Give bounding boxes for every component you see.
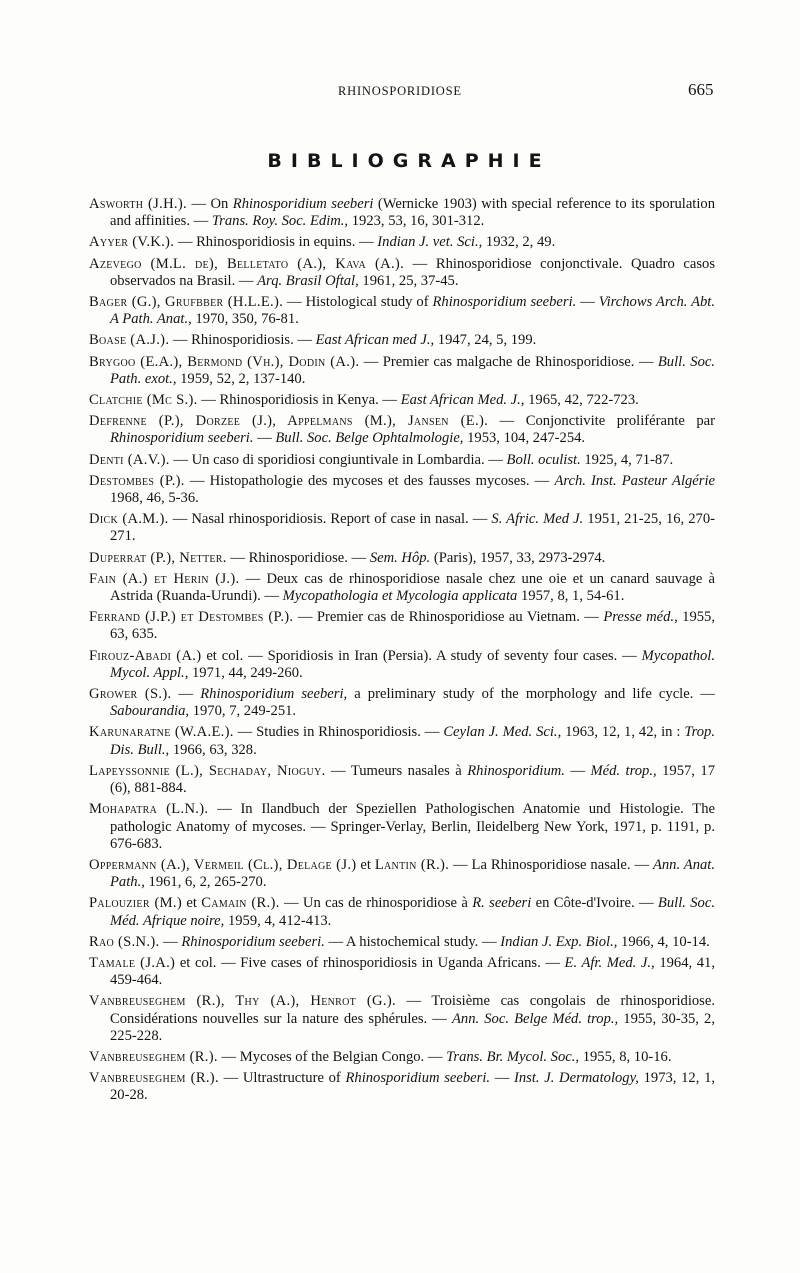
- entry-text: a preliminary study of the morphology and life cycle. —: [347, 686, 716, 703]
- entry-text: (Paris), 1957, 33, 2973-2974.: [430, 549, 606, 566]
- entry-italic-text: Indian J. vet. Sci.,: [377, 234, 483, 251]
- bibliography-entry: [89, 801, 715, 853]
- entry-italic-text: East African Med. J.,: [400, 392, 525, 409]
- entry-italic-text: Boll. oculist.: [506, 451, 581, 468]
- bibliography-entry: [89, 511, 715, 545]
- bibliography-entry: [89, 332, 715, 349]
- entry-text: — Un cas de rhinosporidiose à: [279, 895, 473, 912]
- entry-italic-text: Mycopathologia et Mycologia applicata: [282, 588, 518, 605]
- entry-italic-text: Mycopathol. Mycol. Appl.,: [110, 647, 716, 681]
- entry-italic-text: Méd. trop.,: [590, 762, 657, 779]
- entry-text: — Nasal rhinosporidiosis. Report of case in nasal. —: [168, 511, 492, 528]
- entry-authors: Ferrand (J.P.) et Destombes (P.).: [89, 609, 294, 626]
- bibliography-entry: [89, 1049, 715, 1066]
- entry-authors: Tamale (J.A.): [89, 954, 176, 971]
- entry-text: et: [182, 895, 202, 912]
- bibliography-entry: [89, 1070, 715, 1104]
- entry-text: 1959, 4, 412-413.: [224, 912, 332, 929]
- entry-text: — Rhinosporidiose conjonctivale. Quadro casos observados na Brasil. —: [110, 255, 715, 289]
- entry-authors: Dick (A.M.).: [89, 511, 169, 528]
- entry-text: — In Ilandbuch der Speziellen Pathologischen Anatomie und Histologie. The pathologic Anatomy of mycoses. — Springer-Verlay, Berlin, Ileidelberg New York, 1971, p. 1191, p. 676-683.: [110, 801, 715, 852]
- entry-text: —: [159, 933, 182, 950]
- entry-italic-text: Virchows Arch. Abt. A Path. Anat.,: [110, 294, 715, 328]
- entry-text: — Tumeurs nasales à: [325, 762, 468, 779]
- running-title: RHINOSPORIDIOSE: [338, 84, 462, 98]
- bibliography-entry: [89, 857, 715, 891]
- entry-authors: Camain (R.).: [201, 895, 280, 912]
- entry-text: et col. — Five cases of rhinosporidiosis in Uganda Africans. —: [175, 954, 565, 971]
- entry-italic-text: Rhinosporidium seeberi,: [200, 686, 348, 703]
- entry-italic-text: Inst. J. Dermatology,: [514, 1070, 639, 1087]
- entry-text: — Rhinosporidiosis. —: [169, 332, 316, 349]
- bibliography-list: [89, 196, 715, 1109]
- entry-text: 1961, 6, 2, 265-270.: [144, 874, 267, 891]
- entry-text: — Rhinosporidiosis in Kenya. —: [197, 392, 401, 409]
- entry-text: 1923, 53, 16, 301-312.: [348, 213, 485, 230]
- entry-italic-text: Sabourandia,: [110, 703, 190, 720]
- entry-text: 1957, 8, 1, 54-61.: [517, 588, 625, 605]
- entry-text: 1957, 17 (6), 881-884.: [110, 762, 716, 797]
- bibliography-entry: [89, 955, 715, 989]
- page-number: 665: [688, 80, 714, 99]
- entry-text: — Troisième cas congolais de rhinosporidiose. Considérations nouvelles sur la nature des sphérules. —: [110, 993, 715, 1027]
- entry-text: 1970, 350, 76-81.: [191, 311, 299, 328]
- entry-italic-text: Bull. Soc. Path. exot.,: [110, 353, 716, 387]
- entry-text: 1955, 8, 10-16.: [579, 1048, 672, 1065]
- entry-authors: Vanbreuseghem (R.).: [89, 1048, 218, 1065]
- entry-text: 1925, 4, 71-87.: [580, 451, 674, 468]
- entry-text: —: [253, 430, 276, 447]
- entry-italic-text: Arch. Inst. Pasteur Algérie: [554, 472, 715, 489]
- entry-italic-text: Bull. Soc. Méd. Afrique noire,: [110, 895, 715, 929]
- bibliography-entry: [89, 196, 715, 230]
- bibliography-entry: [89, 609, 715, 643]
- entry-text: —: [490, 1070, 515, 1087]
- entry-authors: Lantin (R.).: [374, 856, 450, 873]
- section-title: BIBLIOGRAPHIE: [267, 150, 551, 172]
- bibliography-entry: [89, 895, 715, 929]
- entry-authors: Fain (A.) et Herin (J.).: [89, 570, 240, 587]
- entry-authors: Karunaratne (W.A.E.).: [89, 724, 234, 741]
- entry-text: 1951, 21-25, 16, 270-271.: [110, 511, 716, 545]
- entry-text: 1953, 104, 247-254.: [463, 430, 586, 447]
- entry-text: 1971, 44, 249-260.: [188, 664, 303, 681]
- entry-text: 1961, 25, 37-45.: [358, 272, 459, 289]
- bibliography-entry: [89, 648, 715, 682]
- entry-italic-text: Ann. Anat. Path.,: [110, 856, 715, 891]
- bibliography-entry: [89, 473, 715, 507]
- entry-authors: Defrenne (P.), Dorzee (J.), Appelmans (M.), Jansen (E.).: [89, 413, 489, 430]
- entry-authors: Ayyer (V.K.).: [89, 234, 175, 251]
- entry-italic-text: Rhinosporidium seeberi.: [345, 1070, 491, 1087]
- entry-text: en Côte-d'Ivoire. —: [531, 895, 658, 912]
- entry-authors: Duperrat (P.), Netter.: [89, 549, 227, 566]
- entry-text: 1963, 12, 1, 42, in :: [561, 724, 685, 741]
- entry-text: et: [356, 856, 375, 873]
- entry-authors: Bager (G.), Grufbber (H.L.E.).: [89, 294, 284, 311]
- entry-italic-text: Arq. Brasil Oftal,: [257, 272, 359, 289]
- entry-italic-text: Presse méd.,: [603, 609, 678, 626]
- entry-text: 1959, 52, 2, 137-140.: [176, 370, 306, 387]
- bibliography-entry: [89, 294, 715, 328]
- bibliography-entry: [89, 934, 715, 951]
- entry-italic-text: Trans. Br. Mycol. Soc.,: [446, 1048, 580, 1065]
- entry-text: — Conjonctivite proliférante par: [488, 413, 715, 430]
- entry-text: —: [576, 294, 599, 311]
- entry-text: 1968, 46, 5-36.: [110, 490, 199, 507]
- entry-text: — A histochemical study. —: [324, 933, 501, 950]
- entry-italic-text: Rhinosporidium seeberi.: [181, 933, 325, 950]
- entry-text: 1955, 30-35, 2, 225-228.: [110, 1010, 715, 1044]
- entry-italic-text: E. Afr. Med. J.,: [564, 954, 655, 971]
- entry-italic-text: Indian J. Exp. Biol.,: [500, 933, 618, 950]
- entry-text: 1932, 2, 49.: [482, 234, 556, 251]
- entry-text: et col. — Sporidiosis in Iran (Persia). A study of seventy four cases. —: [201, 647, 642, 664]
- entry-italic-text: Trop. Dis. Bull.,: [110, 724, 716, 758]
- entry-authors: Clatchie (Mc S.).: [89, 392, 198, 409]
- entry-authors: Boase (A.J.).: [89, 332, 170, 349]
- bibliography-entry: [89, 550, 715, 567]
- bibliography-entry: [89, 354, 715, 388]
- entry-authors: Rao (S.N.).: [89, 933, 160, 950]
- entry-authors: Grower (S.).: [89, 686, 172, 703]
- entry-text: 1973, 12, 1, 20-28.: [110, 1070, 716, 1104]
- entry-text: 1964, 41, 459-464.: [110, 954, 716, 989]
- entry-italic-text: R. seeberi: [472, 895, 532, 912]
- entry-italic-text: S. Afric. Med J.: [491, 511, 584, 528]
- entry-text: — Premier cas de Rhinosporidiose au Vietnam. —: [293, 609, 604, 626]
- entry-authors: Asworth (J.H.).: [89, 196, 187, 212]
- entry-text: — Premier cas malgache de Rhinosporidiose. —: [359, 353, 658, 370]
- entry-text: — Rhinosporidiose. —: [226, 549, 370, 566]
- entry-text: (Wernicke 1903) with special reference to its sporulation and affinities. —: [110, 196, 715, 230]
- entry-text: — La Rhinosporidiose nasale. —: [449, 856, 653, 873]
- entry-text: — Rhinosporidiosis in equins. —: [174, 234, 378, 251]
- entry-text: —: [171, 686, 201, 703]
- entry-text: —: [564, 762, 591, 779]
- entry-italic-text: Ann. Soc. Belge Méd. trop.,: [452, 1010, 619, 1027]
- entry-authors: Vanbreuseghem (R.), Thy (A.), Henrot (G.).: [89, 993, 396, 1010]
- entry-italic-text: Sem. Hôp.: [369, 549, 431, 566]
- bibliography-entry: [89, 724, 715, 758]
- entry-text: — Studies in Rhinosporidiosis. —: [233, 724, 444, 741]
- bibliography-entry: [89, 234, 715, 251]
- entry-authors: Vanbreuseghem (R.).: [89, 1070, 219, 1087]
- running-head: [0, 80, 800, 104]
- entry-text: — Histological study of: [283, 294, 433, 311]
- entry-text: 1970, 7, 249-251.: [189, 703, 297, 720]
- entry-authors: Firouz-Abadi (A.): [89, 647, 202, 664]
- entry-authors: Lapeyssonnie (L.), Sechaday, Nioguy.: [89, 762, 326, 779]
- entry-text: 1965, 42, 722-723.: [524, 392, 639, 409]
- entry-text: — On: [187, 196, 233, 212]
- entry-italic-text: Rhinosporidium.: [467, 762, 565, 779]
- entry-authors: Palouzier (M.): [89, 895, 183, 912]
- entry-text: 1955, 63, 635.: [110, 609, 716, 643]
- entry-authors: Denti (A.V.).: [89, 451, 170, 468]
- bibliography-entry: [89, 763, 715, 797]
- entry-text: — Deux cas de rhinosporidiose nasale chez une oie et un canard sauvage à Astrida (Ruanda-Urundi). —: [110, 570, 715, 605]
- entry-authors: Oppermann (A.), Vermeil (Cl.), Delage (J.): [89, 856, 357, 873]
- bibliography-entry: [89, 256, 715, 290]
- entry-text: — Ultrastructure of: [218, 1070, 346, 1087]
- entry-italic-text: Bull. Soc. Belge Ophtalmologie,: [275, 430, 464, 447]
- entry-authors: Azevego (M.L. de), Belletato (A.), Kava (A.).: [89, 255, 405, 272]
- entry-text: 1966, 4, 10-14.: [617, 933, 710, 950]
- bibliography-entry: [89, 413, 715, 447]
- entry-text: 1966, 63, 328.: [169, 741, 257, 758]
- entry-authors: Mohapatra (L.N.).: [89, 801, 209, 818]
- bibliography-entry: [89, 993, 715, 1045]
- entry-authors: Brygoo (E.A.), Bermond (Vh.), Dodin (A.).: [89, 353, 360, 370]
- bibliography-entry: [89, 392, 715, 409]
- entry-italic-text: Ceylan J. Med. Sci.,: [443, 724, 562, 741]
- bibliography-entry: [89, 571, 715, 605]
- entry-italic-text: Rhinosporidium seeberi: [232, 196, 374, 212]
- entry-text: — Mycoses of the Belgian Congo. —: [217, 1048, 447, 1065]
- entry-text: — Histopathologie des mycoses et des fausses mycoses. —: [184, 472, 555, 489]
- entry-italic-text: East African med J.,: [315, 332, 435, 349]
- bibliography-entry: [89, 452, 715, 469]
- entry-italic-text: Rhinosporidium seeberi.: [432, 294, 577, 311]
- entry-italic-text: Trans. Roy. Soc. Edim.,: [211, 213, 349, 230]
- bibliography-entry: [89, 686, 715, 720]
- entry-text: 1947, 24, 5, 199.: [434, 332, 537, 349]
- entry-italic-text: Rhinosporidium seeberi.: [110, 430, 254, 447]
- entry-text: — Un caso di sporidiosi congiuntivale in Lombardia. —: [169, 451, 507, 468]
- entry-authors: Destombes (P.).: [89, 472, 185, 489]
